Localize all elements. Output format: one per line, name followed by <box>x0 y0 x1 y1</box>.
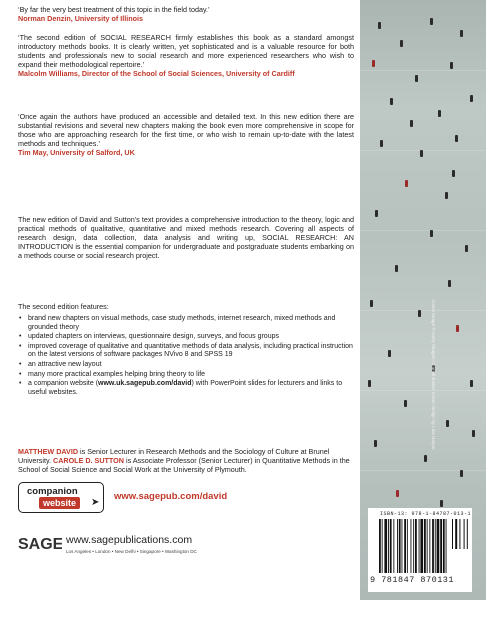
pedestrian-figure <box>404 400 407 407</box>
author-bio: is Associate Professor (Senior Lecturer) in Quantitative Methods in the School of Social Science and Social Work at the University of Plymouth. <box>18 456 350 474</box>
website-label: website <box>39 497 80 509</box>
quote-1 <box>18 5 354 23</box>
pedestrian-figure <box>430 18 433 25</box>
sage-logo-mark <box>18 535 62 551</box>
pedestrian-figure <box>450 62 453 69</box>
pedestrian-figure <box>374 440 377 447</box>
feature-item: • improved coverage of qualitative and quantitative methods of data analysis, including practical instruction on the latest versions of software packages NVivo 8 and SPSS 19 <box>18 343 354 360</box>
features-intro: The second edition features: <box>18 302 109 311</box>
pedestrian-figure <box>405 180 408 187</box>
isbn-label: ISBN-13: 978-1-84787-013-1 <box>380 511 472 517</box>
barcode-digits: 9 781847 870131 <box>370 575 455 585</box>
pedestrian-figure <box>440 500 443 507</box>
pedestrian-figure <box>368 380 371 387</box>
pedestrian-figure <box>452 170 455 177</box>
quote-text: ‘By far the very best treatment of this topic in the field today.’ <box>18 5 210 14</box>
quote-text: ‘The second edition of SOCIAL RESEARCH firmly establishes this book as a standard amongst introductory methods books. It is clearly written, yet sophisticated and is a valuable resource for both students and professionals new to social research and more experienced researchers who wish to expand their methodological repertoire.’ <box>18 33 354 69</box>
cover-credit-text: Cover image © Getty Images / Daniel Bosler Cover design by Lisa Harper <box>431 300 436 450</box>
pedestrian-figure <box>446 420 449 427</box>
pedestrian-figure <box>388 350 391 357</box>
publisher-url[interactable]: www.sagepublications.com <box>66 534 193 546</box>
companion-website-badge[interactable] <box>18 482 104 513</box>
pedestrian-figure <box>396 490 399 497</box>
pedestrian-figure <box>410 120 413 127</box>
quote-attribution: Malcolm Williams, Director of the School of Social Sciences, University of Cardiff <box>18 69 295 78</box>
feature-item: • updated chapters on interviews, questionnaire design, surveys, and focus groups <box>18 333 354 342</box>
barcode-addon-icon <box>452 519 470 549</box>
pedestrian-figure <box>400 40 403 47</box>
pedestrian-figure <box>424 455 427 462</box>
pointer-icon: ➤ <box>91 497 100 508</box>
pedestrian-figure <box>378 22 381 29</box>
pedestrian-figure <box>455 135 458 142</box>
pedestrian-figure <box>395 265 398 272</box>
pedestrian-figure <box>380 140 383 147</box>
author-name: MATTHEW DAVID <box>18 447 79 456</box>
quote-2 <box>18 33 354 78</box>
companion-website-url[interactable]: www.sagepub.com/david <box>114 491 228 502</box>
pedestrian-figure <box>445 192 448 199</box>
pedestrian-figure <box>465 245 468 252</box>
pedestrian-figure <box>375 210 378 217</box>
feature-item: • an attractive new layout <box>18 361 354 370</box>
pedestrian-figure <box>438 110 441 117</box>
pedestrian-figure <box>430 230 433 237</box>
pedestrian-figure <box>470 380 473 387</box>
pedestrian-figure <box>456 325 459 332</box>
pedestrian-figure <box>418 310 421 317</box>
quote-3 <box>18 112 354 157</box>
feature-item: • many more practical examples helping bring theory to life <box>18 371 354 380</box>
pedestrian-figure <box>470 95 473 102</box>
quote-attribution: Norman Denzin, University of Illinois <box>18 14 144 23</box>
companion-url-link[interactable]: www.uk.sagepub.com/david <box>98 380 192 388</box>
author-bios <box>18 447 354 474</box>
pedestrian-figure <box>420 150 423 157</box>
pedestrian-figure <box>460 30 463 37</box>
pedestrian-figure <box>372 60 375 67</box>
sage-logo <box>18 535 62 551</box>
features-list <box>18 315 354 398</box>
author-name: CAROLE D. SUTTON <box>53 456 124 465</box>
pedestrian-figure <box>415 75 418 82</box>
book-description: The new edition of David and Sutton’s text provides a comprehensive introduction to the theory, logic and practical methods of qualitative, quantitative and mixed methods research. Covering all aspects of research design, data collection, data analysis and writing up, SOCIAL RESEARCH: AN INTRODUCTION is the essential companion for undergraduate and postgraduate students embarking on a methods course or social research project. <box>18 215 354 260</box>
pedestrian-figure <box>472 430 475 437</box>
pedestrian-figure <box>460 470 463 477</box>
feature-suffix: ) with PowerPoint slides for lecturers and links to useful websites. <box>28 380 343 396</box>
companion-label: companion <box>27 486 78 497</box>
author-bio: is Senior Lecturer in Research Methods and the Sociology of Culture at Brunel University. <box>18 447 330 465</box>
publisher-cities: Los Angeles • London • New Delhi • Singapore • Washington DC <box>66 549 197 554</box>
feature-item <box>18 380 354 397</box>
quote-attribution: Tim May, University of Salford, UK <box>18 148 135 157</box>
pedestrian-figure <box>390 98 393 105</box>
pedestrian-figure <box>448 280 451 287</box>
feature-prefix: a companion website ( <box>28 380 99 388</box>
logo-text: SAGE <box>18 536 62 551</box>
feature-item: • brand new chapters on visual methods, case study methods, internet research, mixed methods and grounded theory <box>18 315 354 332</box>
pedestrian-figure <box>370 300 373 307</box>
quote-text: ‘Once again the authors have produced an accessible and detailed text. In this new edition there are substantial revisions and several new chapters making the book even more comprehensive in scope for those who are approaching research for the first time, or who wish to remain up-to-date with the latest methods and techniques.’ <box>18 112 354 148</box>
